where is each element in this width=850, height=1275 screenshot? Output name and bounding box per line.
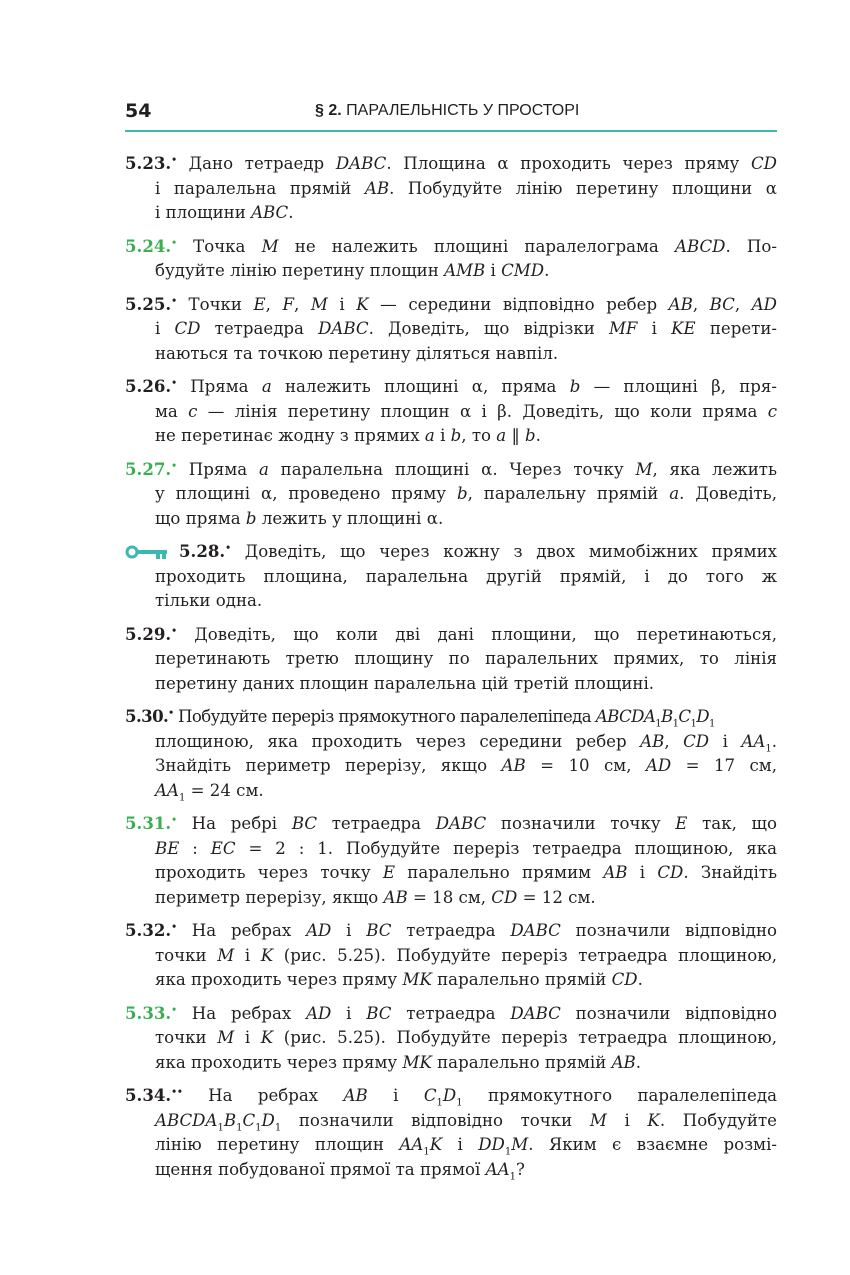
section-title-text: ПАРАЛЕЛЬНІСТЬ У ПРОСТОРІ — [346, 102, 580, 119]
problem-number: 5.23.• — [125, 153, 177, 173]
problem-list — [125, 151, 777, 1190]
problem-5-28: 5.28.• Доведіть, що через кожну з двох мимобіжних прямих проходить площина, паралельна другій прямій, і до того ж тільки одна. — [125, 539, 777, 614]
problem-5-30: 5.30.• Побудуйте переріз прямокутного паралелепіпеда $ABCDA_1B_1C_1D_1$ площиною, яка проходить через середини ребер AB, CD і $AA_1$. Знайдіть периметр перерізу, якщо AB = 10 см, AD = 17 см, $AA_1 = 24$ см. — [125, 706, 777, 803]
problem-5-29: 5.29.• Доведіть, що коли дві дані площини, що перетинаються, перетинають третю площину по паралельних прямих, то лінія перетину даних площин паралельна цій третій площині. — [125, 623, 777, 693]
problem-number: 5.31.• — [125, 813, 177, 833]
page-header — [125, 98, 777, 132]
problem-number: 5.25.• — [125, 293, 177, 314]
problem-5-32: 5.32.• На ребрах AD і BC тетраедра DABC позначили відповідно точки M і K (рис. 5.25). Побудуйте переріз тетраедра площиною, яка проходить через пряму MK паралельно прямій CD. — [125, 920, 777, 989]
key-icon — [125, 545, 169, 559]
problem-number: 5.28.• — [179, 541, 231, 561]
problem-number: 5.27.• — [125, 458, 177, 479]
problem-5-27: 5.27.• Пряма a паралельна площині α. Через точку M, яка лежить у площині α, проведено пряму b, паралельну прямій a. Доведіть, що пряма b лежить у площині α. — [125, 458, 777, 528]
problem-5-26: 5.26.• Пряма a належить площині α, пряма b — площині β, пря- ма c — лінія перетину площин α і β. Доведіть, що коли пряма c не перетинає жодну з прямих a і b, то a ‖ b. — [125, 376, 778, 445]
problem-number: 5.30.• — [125, 706, 174, 726]
problem-number: 5.26.• — [125, 376, 177, 396]
problem-number: 5.24.• — [125, 235, 177, 256]
problem-5-24: 5.24.• Точка M не належить площині паралелограма ABCD. По- будуйте лінію перетину площин AMB і CMD. — [125, 235, 777, 280]
problem-5-25: 5.25.• Точки E, F, M і K — середини відповідно ребер AB, BC, AD і CD тетраедра DABC. Доведіть, що відрізки MF і KE перети- наються та точкою перетину діляться навпіл. — [125, 293, 777, 363]
problem-5-33: 5.33.• На ребрах AD і BC тетраедра DABC позначили відповідно точки M і K (рис. 5.25). Побудуйте переріз тетраедра площиною, яка проходить через пряму MK паралельно прямій AB. — [125, 1002, 777, 1072]
problem-number: 5.33.• — [125, 1002, 177, 1023]
problem-number: 5.32.• — [125, 920, 177, 940]
problem-5-31: 5.31.• На ребрі BC тетраедра DABC позначили точку E так, що BE : EC = 2 : 1. Побудуйте переріз тетраедра площиною, яка проходить через точку E паралельно прямим AB і CD. Знайдіть периметр перерізу, якщо AB = 18 см, CD = 12 см. — [125, 813, 778, 907]
problem-number: 5.29.• — [125, 623, 177, 644]
section-mark: § 2. — [315, 102, 342, 119]
section-title — [315, 102, 579, 120]
problem-number: 5.34.•• — [125, 1085, 183, 1105]
problem-5-34: 5.34.•• На ребрах AB і $C_1D_1$ прямокутного паралелепіпеда $ABCDA_1B_1C_1D_1$ позначили відповідно точки M і K. Побудуйте лінію перетину площин $AA_1K$ і $DD_1M$. Яким є взаємне розмі- щення побудованої прямої та прямої $AA_1$? — [125, 1085, 777, 1182]
problem-5-23: 5.23.• Дано тетраедр DABC. Площина α проходить через пряму CD і паралельна прямій AB. Побудуйте лінію перетину площини α і площини ABC. — [125, 153, 777, 222]
page-number: 54 — [125, 100, 152, 122]
